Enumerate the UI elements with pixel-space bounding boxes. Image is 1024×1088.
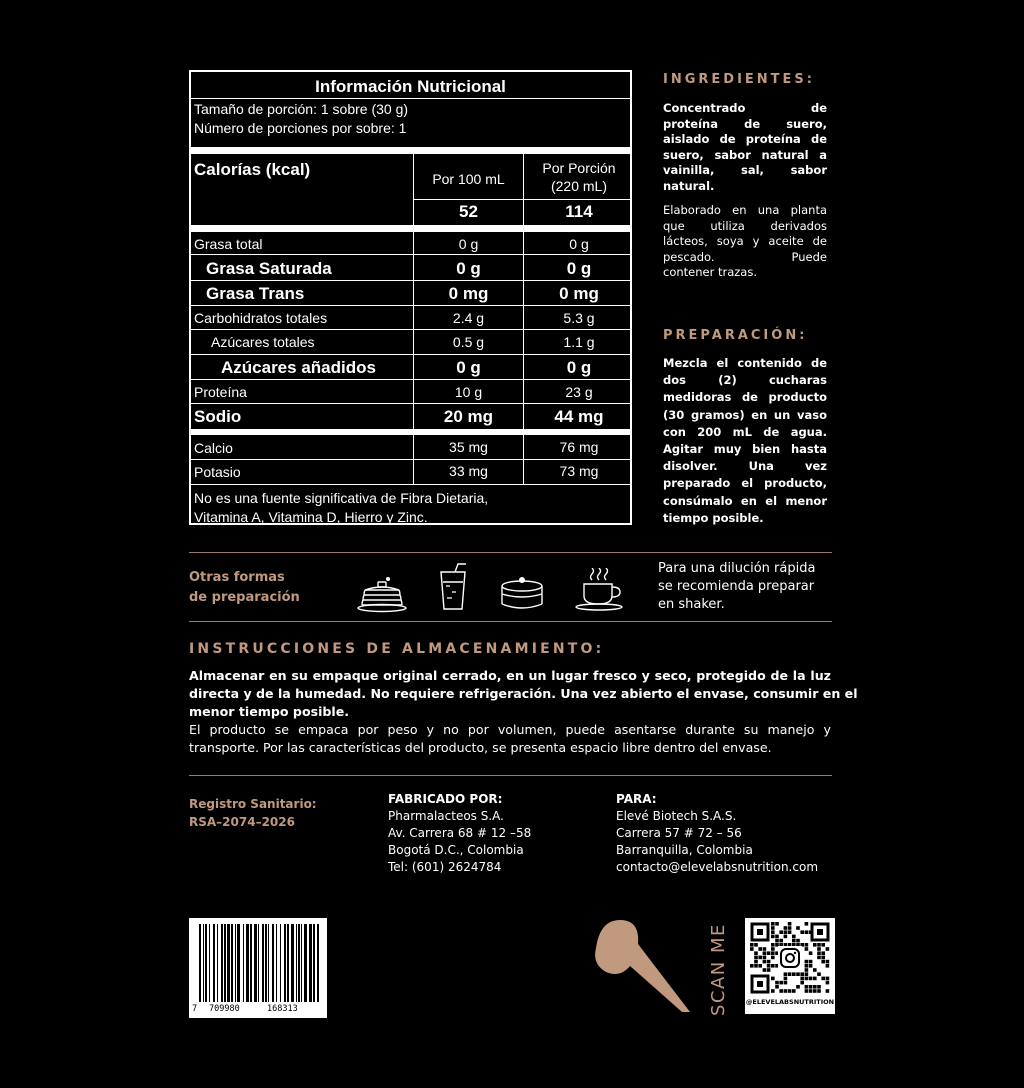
qr-module xyxy=(809,985,813,989)
qr-module xyxy=(809,977,813,981)
qr-module xyxy=(784,930,788,934)
qr-module xyxy=(826,981,830,985)
qr-module xyxy=(784,977,788,981)
qr-module xyxy=(763,960,767,964)
row-value: 10 g xyxy=(454,384,483,400)
divider xyxy=(191,403,630,404)
qr-module xyxy=(809,960,813,964)
barcode-bar xyxy=(262,924,264,1002)
qr-module xyxy=(771,947,775,951)
row-label: Grasa Saturada xyxy=(206,259,332,278)
note-line: pescado. Puede xyxy=(663,249,827,264)
qr-module xyxy=(826,989,830,993)
qr-module xyxy=(784,926,788,930)
divider xyxy=(191,254,630,255)
qr-module xyxy=(750,943,754,947)
barcode-bar xyxy=(246,924,249,1002)
row-value: 0 g xyxy=(569,236,589,252)
qr-module xyxy=(784,989,788,993)
qr-module xyxy=(763,951,767,955)
qr-module xyxy=(767,964,771,968)
qr-module xyxy=(800,930,804,934)
row-label: Grasa Trans xyxy=(206,284,305,303)
ingredient-line: suero, sabor natural a xyxy=(663,147,827,162)
para-line: Barranquilla, Colombia xyxy=(616,843,753,857)
qr-module xyxy=(779,989,783,993)
qr-module xyxy=(805,985,809,989)
qr-module xyxy=(775,939,779,943)
prep-line: dos (2) cucharas xyxy=(663,373,827,388)
qr-module xyxy=(771,951,775,955)
fabricado-line: Pharmalacteos S.A. xyxy=(388,809,504,823)
para-line: contacto@elevelabsnutrition.com xyxy=(616,860,819,874)
note-line: contener trazas. xyxy=(663,265,757,279)
barcode-bar xyxy=(227,924,230,1002)
qr-module xyxy=(796,926,800,930)
divider xyxy=(191,459,630,460)
divider xyxy=(191,484,630,485)
barcode-bar xyxy=(296,924,297,1002)
shaker-note-line: se recomienda preparar xyxy=(658,579,815,594)
qr-module xyxy=(771,989,775,993)
row-value: 23 g xyxy=(565,384,593,400)
para-line: Elevé Biotech S.A.S. xyxy=(616,809,737,823)
divider xyxy=(191,354,630,355)
row-label: Potasio xyxy=(194,464,241,480)
qr-module xyxy=(813,943,817,947)
qr-module xyxy=(754,960,758,964)
footnote: Vitamina A, Vitamina D, Hierro y Zinc. xyxy=(194,509,428,525)
row-value: 1.1 g xyxy=(563,334,595,350)
storage-heading: INSTRUCCIONES DE ALMACENAMIENTO: xyxy=(189,641,605,657)
col1-header: Por 100 mL xyxy=(432,171,505,187)
storage-line: menor tiempo posible. xyxy=(189,704,350,719)
storage-line: transporte. Por las características del producto, se presenta espacio libre dentro del envase. xyxy=(189,740,772,755)
storage-line: directa y de la humedad. No requiere refrigeración. Una vez abierto el envase, consumir en el xyxy=(189,686,858,701)
qr-module xyxy=(826,977,830,981)
divider xyxy=(191,379,630,380)
qr-module xyxy=(763,956,767,960)
qr-handle: @ELEVELABSNUTRITION xyxy=(745,998,835,1006)
qr-module xyxy=(767,968,771,972)
scan-me-label: SCAN ME xyxy=(708,923,729,1016)
qr-module xyxy=(758,964,762,968)
qr-module xyxy=(771,964,775,968)
row-label: Azúcares totales xyxy=(211,334,315,350)
qr-pattern xyxy=(745,918,835,998)
col-divider xyxy=(413,232,414,485)
ingredient-line: vainilla, sal, sabor xyxy=(663,163,827,177)
barcode-bar xyxy=(313,924,315,1002)
qr-module xyxy=(821,943,825,947)
prep-line: Agitar muy bien hasta xyxy=(663,442,827,457)
qr-module xyxy=(771,943,775,947)
qr-module xyxy=(800,981,804,985)
storage-text xyxy=(189,667,858,757)
section-divider xyxy=(189,621,832,622)
qr-module xyxy=(750,947,754,951)
row-value: 0 g xyxy=(456,358,481,377)
qr-module xyxy=(805,947,809,951)
col2-header: Por Porción xyxy=(542,160,616,176)
prep-line: Mezcla el contenido de xyxy=(663,356,827,370)
row-value: 44 mg xyxy=(554,407,604,426)
qr-module xyxy=(779,981,783,985)
qr-module xyxy=(767,960,771,964)
registro-block xyxy=(189,795,317,831)
qr-module xyxy=(771,956,775,960)
qr-module xyxy=(796,985,800,989)
barcode-bar xyxy=(276,924,277,1002)
divider xyxy=(191,305,630,306)
prep-line: disolver. Una vez xyxy=(663,459,827,474)
qr-module xyxy=(826,960,830,964)
divider xyxy=(191,329,630,330)
qr-module xyxy=(788,930,792,934)
qr-module xyxy=(788,989,792,993)
row-value: 0 g xyxy=(456,259,481,278)
other-forms-label xyxy=(189,568,300,608)
drink-glass-icon xyxy=(438,562,470,612)
qr-module xyxy=(792,972,796,976)
qr-module xyxy=(813,985,817,989)
row-value: 0 mg xyxy=(448,284,489,303)
prep-line: medidoras de producto xyxy=(663,390,827,405)
ingredients-note xyxy=(663,203,827,281)
row-label: Proteína xyxy=(194,384,247,400)
qr-module xyxy=(817,951,821,955)
qr-module xyxy=(754,951,758,955)
qr-module xyxy=(754,943,758,947)
qr-module xyxy=(805,968,809,972)
scoop-icon xyxy=(590,918,694,1014)
calories-portion: 114 xyxy=(565,202,593,221)
barcode-bar xyxy=(213,924,215,1002)
divider xyxy=(191,280,630,281)
qr-module xyxy=(817,943,821,947)
col-divider xyxy=(413,154,414,227)
barcode-mid: 709980 xyxy=(209,1004,240,1014)
qr-module xyxy=(771,935,775,939)
barcode-bar xyxy=(284,924,286,1002)
qr-module xyxy=(805,943,809,947)
prep-line: tiempo posible. xyxy=(663,510,764,525)
thick-divider xyxy=(191,147,630,154)
para-line: Carrera 57 # 72 – 56 xyxy=(616,826,742,840)
preparation-text xyxy=(663,355,827,527)
para-block xyxy=(616,791,818,876)
calories-100: 52 xyxy=(459,202,478,221)
qr-module xyxy=(821,956,825,960)
row-value: 0 g xyxy=(566,358,592,377)
qr-module xyxy=(771,922,775,926)
prep-line: preparado el producto, xyxy=(663,476,827,491)
qr-module xyxy=(809,964,813,968)
fabricado-line: Av. Carrera 68 # 12 –58 xyxy=(388,826,532,840)
qr-module xyxy=(788,926,792,930)
qr-module xyxy=(805,922,809,926)
barcode-right: 168313 xyxy=(267,1004,298,1014)
qr-module xyxy=(796,939,800,943)
barcode-bar xyxy=(287,924,289,1002)
fabricado-heading: FABRICADO POR: xyxy=(388,792,503,806)
qr-module xyxy=(771,977,775,981)
divider xyxy=(191,98,630,99)
qr-module xyxy=(817,956,821,960)
ingredient-line: natural. xyxy=(663,178,715,193)
coffee-cup-icon xyxy=(574,568,626,612)
ingredient-line: aislado de proteína de xyxy=(663,132,827,146)
qr-module xyxy=(813,989,817,993)
qr-module xyxy=(754,964,758,968)
barcode-bar xyxy=(317,924,319,1002)
qr-module xyxy=(754,956,758,960)
qr-module xyxy=(784,981,788,985)
barcode-bar xyxy=(217,924,218,1002)
qr-module xyxy=(817,972,821,976)
preparation-heading: PREPARACIÓN: xyxy=(663,328,808,343)
thick-divider xyxy=(191,429,630,435)
qr-code[interactable] xyxy=(745,918,835,1014)
qr-module xyxy=(792,935,796,939)
registro-value: RSA–2074–2026 xyxy=(189,815,295,829)
ingredients-text xyxy=(663,101,827,194)
qr-module xyxy=(800,977,804,981)
barcode xyxy=(189,918,327,1018)
col2-header-sub: (220 mL) xyxy=(550,178,608,194)
registro-label: Registro Sanitario: xyxy=(189,797,317,811)
qr-module xyxy=(805,989,809,993)
qr-module xyxy=(775,935,779,939)
ingredient-line: Concentrado de xyxy=(663,101,827,115)
qr-module xyxy=(779,930,783,934)
row-value: 5.3 g xyxy=(563,310,595,326)
row-value: 0.5 g xyxy=(452,334,485,350)
barcode-bar xyxy=(205,924,207,1002)
row-value: 20 mg xyxy=(443,407,494,426)
serving-size: Tamaño de porción: 1 sobre (30 g) xyxy=(194,101,409,117)
barcode-bar xyxy=(265,924,267,1002)
barcode-bar xyxy=(250,924,252,1002)
shaker-note xyxy=(658,560,815,614)
qr-module xyxy=(817,989,821,993)
row-value: 76 mg xyxy=(559,439,599,455)
row-label: Carbohidratos totales xyxy=(194,310,328,326)
storage-line: Almacenar en su empaque original cerrado, en un lugar fresco y seco, protegido de la luz xyxy=(189,668,831,683)
barcode-left: 7 xyxy=(192,1004,198,1014)
nutrition-facts-table xyxy=(189,70,632,525)
storage-line: El producto se empaca por peso y no por volumen, puede asentarse durante su manejo y xyxy=(189,722,831,737)
qr-module xyxy=(821,977,825,981)
row-value: 0 g xyxy=(566,259,592,278)
qr-module xyxy=(758,956,762,960)
row-value: 33 mg xyxy=(449,463,488,479)
qr-module xyxy=(817,985,821,989)
qr-module xyxy=(796,972,800,976)
qr-module xyxy=(788,922,792,926)
para-heading: PARA: xyxy=(616,792,657,806)
qr-module xyxy=(826,947,830,951)
note-line: Elaborado en una planta xyxy=(663,203,827,217)
barcode-bar xyxy=(272,924,274,1002)
qr-module xyxy=(784,972,788,976)
barcode-bar xyxy=(209,924,210,1002)
barcode-bar xyxy=(199,924,201,1002)
row-label: Sodio xyxy=(194,407,242,426)
qr-module xyxy=(805,930,809,934)
prep-line: con 200 mL de agua. xyxy=(663,424,827,439)
qr-module xyxy=(805,972,809,976)
barcode-bar xyxy=(243,924,244,1002)
row-value: 0 mg xyxy=(559,284,599,303)
barcode-bar xyxy=(301,924,302,1002)
cake-icon xyxy=(498,572,546,612)
shaker-note-line: Para una dilución rápida xyxy=(658,561,816,576)
qr-module xyxy=(805,960,809,964)
prep-line: (30 gramos) en un vaso xyxy=(663,407,827,422)
qr-module xyxy=(771,930,775,934)
barcode-bars xyxy=(189,918,327,1018)
qr-module xyxy=(750,964,754,968)
note-line: que utiliza derivados xyxy=(663,218,827,233)
barcode-bar xyxy=(224,924,226,1002)
qr-module xyxy=(763,947,767,951)
row-value: 35 mg xyxy=(449,439,488,455)
qr-module xyxy=(788,972,792,976)
barcode-bar xyxy=(291,924,294,1002)
divider xyxy=(413,199,630,200)
qr-module xyxy=(809,951,813,955)
prep-line: consúmalo en el menor xyxy=(663,493,827,508)
row-value: 2.4 g xyxy=(452,310,485,326)
row-value: 0 g xyxy=(458,236,479,252)
other-forms-line: Otras formas xyxy=(189,570,285,585)
barcode-bar xyxy=(258,924,259,1002)
qr-module xyxy=(821,960,825,964)
qr-module xyxy=(817,947,821,951)
barcode-bar xyxy=(231,924,233,1002)
barcode-bar xyxy=(237,924,240,1002)
qr-module xyxy=(792,989,796,993)
qr-module xyxy=(800,972,804,976)
calories-label: Calorías (kcal) xyxy=(194,160,311,179)
row-label: Grasa total xyxy=(194,236,263,252)
qr-module xyxy=(792,939,796,943)
row-value: 73 mg xyxy=(559,463,599,479)
barcode-bar xyxy=(268,924,269,1002)
row-label: Calcio xyxy=(194,440,233,456)
qr-module xyxy=(813,977,817,981)
qr-module xyxy=(821,951,825,955)
servings-count: Número de porciones por sobre: 1 xyxy=(194,120,407,136)
fabricado-block xyxy=(388,791,531,876)
qr-module xyxy=(779,939,783,943)
ingredient-line: proteína de suero, xyxy=(663,116,827,131)
barcode-bar xyxy=(235,924,236,1002)
qr-module xyxy=(809,989,813,993)
barcode-bar xyxy=(221,924,223,1002)
note-line: lácteos, soya y aceite de xyxy=(663,234,827,248)
qr-module xyxy=(763,968,767,972)
qr-module xyxy=(775,985,779,989)
barcode-bar xyxy=(309,924,312,1002)
qr-module xyxy=(805,964,809,968)
section-divider xyxy=(189,775,832,776)
barcode-bar xyxy=(280,924,281,1002)
pancakes-icon xyxy=(356,573,408,613)
barcode-bar xyxy=(254,924,257,1002)
qr-module xyxy=(805,977,809,981)
other-forms-line: de preparación xyxy=(189,590,300,605)
qr-module xyxy=(775,981,779,985)
qr-module xyxy=(813,968,817,972)
qr-module xyxy=(758,947,762,951)
footnote: No es una fuente significativa de Fibra Dietaria, xyxy=(194,490,489,506)
thick-divider xyxy=(191,225,630,232)
qr-module xyxy=(784,935,788,939)
barcode-bar xyxy=(298,924,300,1002)
row-label: Azúcares añadidos xyxy=(221,358,376,377)
fabricado-line: Bogotá D.C., Colombia xyxy=(388,843,524,857)
barcode-bar xyxy=(203,924,204,1002)
shaker-note-line: en shaker. xyxy=(658,597,725,612)
ingredients-heading: INGREDIENTES: xyxy=(663,72,815,87)
qr-module xyxy=(775,922,779,926)
qr-module xyxy=(767,951,771,955)
nutrition-title: Información Nutricional xyxy=(315,77,506,96)
qr-module xyxy=(826,964,830,968)
section-divider xyxy=(189,552,832,553)
qr-module xyxy=(771,926,775,930)
fabricado-line: Tel: (601) 2624784 xyxy=(388,860,502,874)
barcode-bar xyxy=(304,924,307,1002)
